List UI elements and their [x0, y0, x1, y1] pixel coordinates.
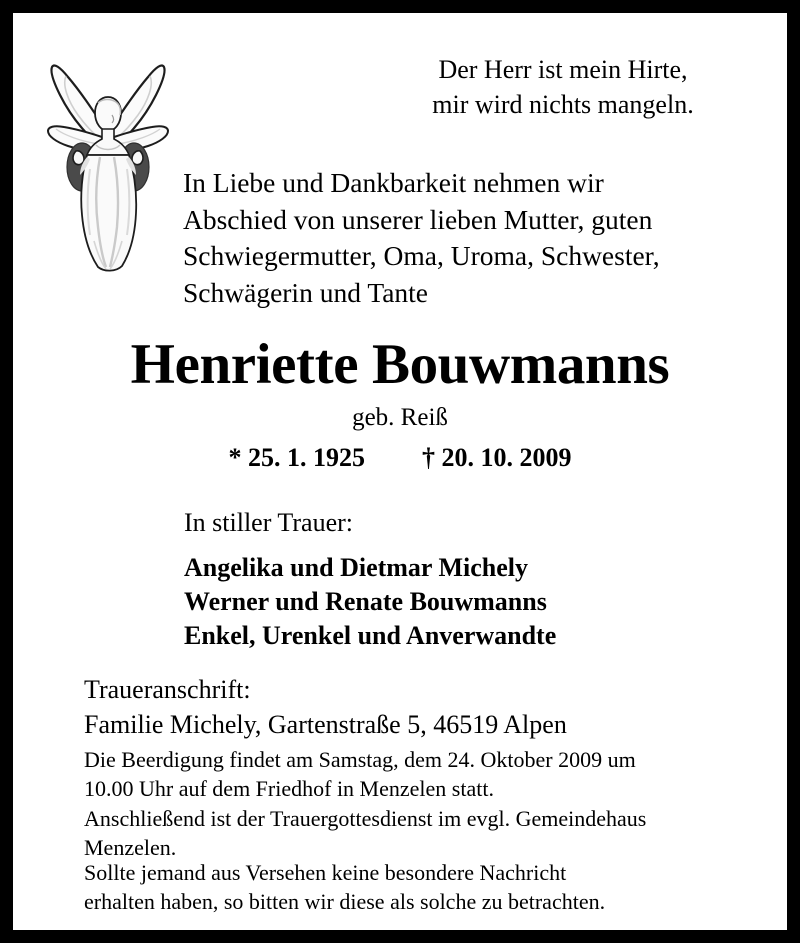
closing-line-2: erhalten haben, so bitten wir diese als solche zu betrachten. — [84, 889, 606, 915]
address-value: Familie Michely, Gartenstraße 5, 46519 Alpen — [84, 709, 567, 739]
death-symbol-icon: † — [422, 442, 435, 472]
deceased-name: Henriette Bouwmanns — [130, 333, 670, 396]
closing-note — [84, 858, 734, 917]
maiden-name: geb. Reiß — [352, 403, 448, 431]
closing-line-1: Sollte jemand aus Versehen keine besondere Nachricht — [84, 860, 567, 885]
motto-block — [413, 53, 713, 122]
intro-line-4: Schwägerin und Tante — [183, 276, 429, 308]
funeral-line-4: Menzelen. — [84, 834, 177, 860]
angel-illustration — [42, 45, 174, 273]
funeral-line-3: Anschließend ist der Trauergottesdienst im evgl. Gemeindehaus — [84, 805, 647, 831]
mourner-line-1: Angelika und Dietmar Michely — [184, 553, 529, 583]
mourner-line-2: Werner und Renate Bouwmanns — [184, 586, 547, 616]
mourners-block — [184, 507, 764, 653]
birth-symbol-icon: * — [228, 442, 242, 472]
intro-paragraph — [183, 165, 763, 311]
funeral-line-1: Die Beerdigung findet am Samstag, dem 24. Oktober 2009 um — [84, 747, 636, 772]
mourners-names — [184, 551, 764, 652]
intro-line-1: In Liebe und Dankbarkeit nehmen wir — [183, 167, 604, 198]
mourner-line-3: Enkel, Urenkel und Anverwandte — [184, 620, 557, 650]
funeral-details — [84, 745, 744, 862]
notice-paper — [13, 13, 787, 930]
intro-line-2: Abschied von unserer lieben Mutter, guten — [183, 203, 653, 235]
mourners-heading: In stiller Trauer: — [184, 508, 353, 537]
intro-line-3: Schwiegermutter, Oma, Uroma, Schwester, — [183, 240, 660, 272]
birth-date: 25. 1. 1925 — [248, 442, 365, 472]
mourning-address-block — [84, 673, 734, 742]
life-dates — [13, 442, 787, 473]
funeral-line-2: 10.00 Uhr auf dem Friedhof in Menzelen statt. — [84, 776, 494, 802]
motto-line-2: mir wird nichts mangeln. — [432, 89, 694, 119]
address-label: Traueranschrift: — [84, 675, 251, 704]
deceased-block — [13, 335, 787, 473]
motto-line-1: Der Herr ist mein Hirte, — [438, 55, 688, 84]
death-date: 20. 10. 2009 — [441, 442, 572, 472]
